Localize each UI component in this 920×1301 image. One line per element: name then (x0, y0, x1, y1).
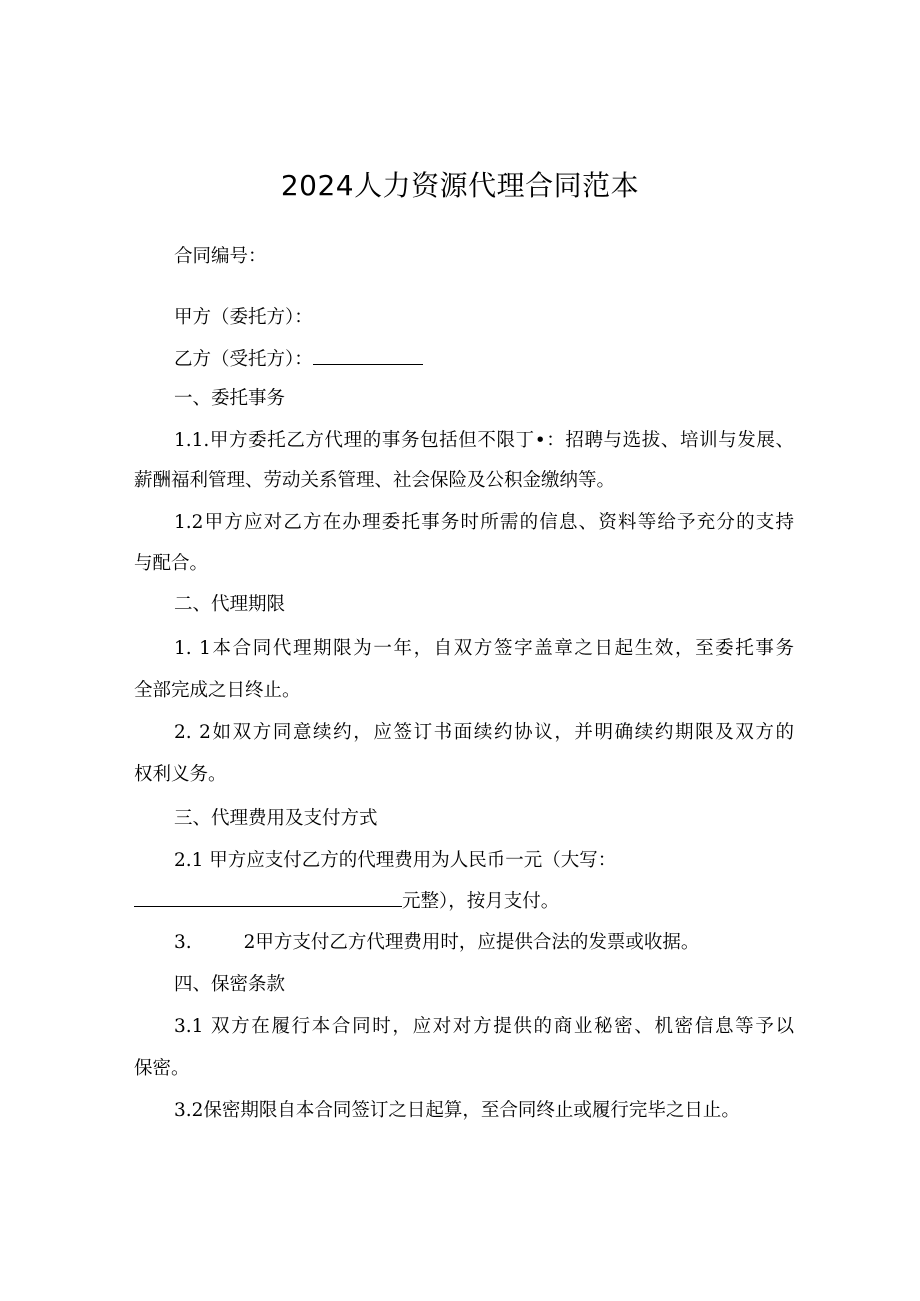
party-a-label: 甲方（委托方）： (174, 307, 313, 328)
paragraph-line: 3.2保密期限自本合同签订之日起算，至合同终止或履行完毕之日止。 (174, 1100, 740, 1121)
fee-amount-tail: 元整），按月支付。 (402, 891, 560, 912)
paragraph-line: 薪酬福利管理、劳动关系管理、社会保险及公积金缴纳等。 (134, 470, 616, 491)
paragraph-text: 2甲方支付乙方代理费用时，应提供合法的发票或收据。 (243, 932, 700, 953)
paragraph-number: 3. (174, 932, 192, 953)
party-b-label: 乙方（受托方）： (174, 349, 313, 370)
paragraph-line: 保密。 (134, 1058, 190, 1079)
paragraph-line: 与配合。 (134, 553, 209, 574)
paragraph-line: 2. 2如双方同意续约，应签订书面续约协议，并明确续约期限及双方的 (174, 722, 794, 743)
payment-invoice-row (174, 930, 834, 956)
party-b-row (174, 346, 834, 373)
contract-number-label: 合同编号： (174, 246, 267, 267)
section-heading: 四、保密条款 (174, 974, 286, 995)
section-heading: 一、委托事务 (174, 388, 286, 409)
party-b-blank (313, 346, 423, 365)
section-heading: 三、代理费用及支付方式 (174, 808, 378, 829)
paragraph-line: 1.1.甲方委托乙方代理的事务包括但不限丁•：招聘与选拔、培训与发展、 (174, 430, 794, 451)
fee-amount-row (134, 888, 794, 915)
paragraph-line: 权利义务。 (134, 764, 227, 785)
paragraph-line: 1. 1本合同代理期限为一年，自双方签字盖章之日起生效，至委托事务 (174, 638, 794, 659)
fee-amount-blank (134, 888, 402, 907)
section-heading: 二、代理期限 (174, 594, 286, 615)
paragraph-line: 2.1 甲方应支付乙方的代理费用为人民币一元（大写： (174, 850, 617, 871)
paragraph-line: 全部完成之日终止。 (134, 680, 301, 701)
paragraph-line: 3.1 双方在履行本合同时，应对对方提供的商业秘密、机密信息等予以 (174, 1016, 794, 1037)
paragraph-line: 1.2甲方应对乙方在办理委托事务时所需的信息、资料等给予充分的支持 (174, 512, 794, 533)
document-title: 2024人力资源代理合同范本 (280, 169, 640, 202)
